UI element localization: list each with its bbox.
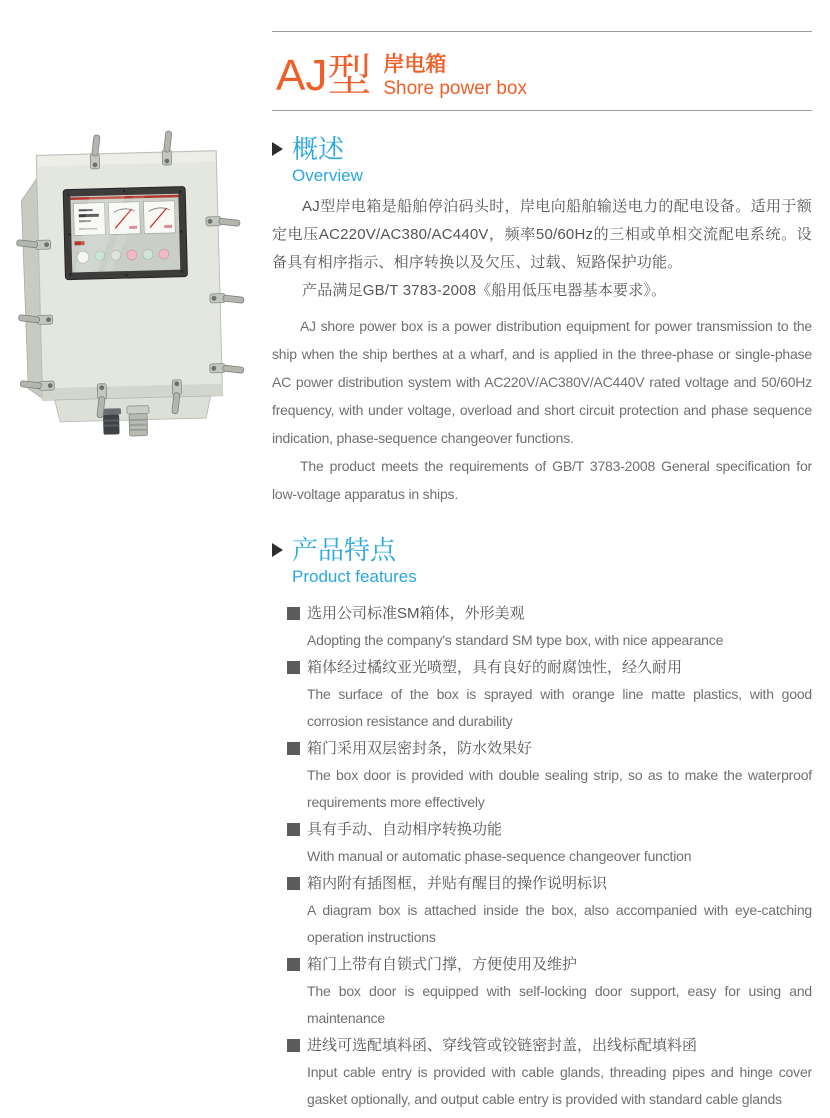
section-overview-header	[272, 133, 812, 187]
bullet-square-icon	[287, 1039, 300, 1052]
feature-cn-line	[272, 654, 812, 681]
feature-text-en: Adopting the company's standard SM type box, with nice appearance	[307, 632, 724, 648]
feature-item	[272, 735, 812, 816]
feature-item	[272, 600, 812, 654]
feature-text-cn: 进线可选配填料函、穿线管或铰链密封盖，出线标配填料函	[307, 1037, 698, 1054]
triangle-bullet-icon	[272, 543, 283, 557]
feature-text-en: With manual or automatic phase-sequence changeover function	[307, 848, 692, 864]
feature-list	[272, 600, 812, 1113]
feature-text-cn: 箱门上带有自锁式门撑，方便使用及维护	[307, 956, 578, 973]
content-column	[272, 133, 812, 1113]
meter-window	[63, 187, 187, 280]
feature-item	[272, 951, 812, 1032]
cable-gland-metal-icon	[127, 406, 150, 437]
feature-text-cn: 箱体经过橘纹亚光喷塑，具有良好的耐腐蚀性，经久耐用	[307, 659, 683, 676]
feature-cn-line	[272, 1032, 812, 1059]
feature-item	[272, 654, 812, 735]
feature-text-cn: 选用公司标准SM箱体，外形美观	[307, 605, 525, 622]
product-photo	[0, 128, 270, 468]
bullet-square-icon	[287, 958, 300, 971]
features-heading-cn: 产品特点	[292, 535, 397, 565]
overview-paragraph-en: The product meets the requirements of GB/T 3783-2008 General specification for low-voltage apparatus in ships.	[272, 458, 812, 502]
feature-text-en: The box door is equipped with self-locking door support, easy for using and maintenance	[307, 983, 812, 1026]
overview-heading-en: Overview	[292, 166, 363, 185]
feature-text-cn: 箱门采用双层密封条，防水效果好	[307, 740, 533, 757]
feature-item	[272, 816, 812, 870]
divider-line-top	[272, 31, 812, 32]
ammeter-icon	[143, 201, 175, 234]
feature-cn-line	[272, 600, 812, 627]
feature-item	[272, 1032, 812, 1113]
bullet-square-icon	[287, 661, 300, 674]
cabinet-body	[14, 129, 248, 439]
overview-paragraph-en: AJ shore power box is a power distribution equipment for power transmission to the ship when the ship berthes at a wharf, and is applied in the three-phase or single-phase AC power distribution system with AC220V/AC380V/AC440V rated voltage and 50/60Hz frequency, with under voltage, overload and short circuit protection and phase sequence indication, phase-sequence changeover functions.	[272, 318, 812, 446]
bullet-square-icon	[287, 607, 300, 620]
bullet-square-icon	[287, 877, 300, 890]
feature-cn-line	[272, 870, 812, 897]
feature-cn-line	[272, 951, 812, 978]
divider-line-under-title	[272, 110, 812, 111]
feature-text-en: A diagram box is attached inside the box, also accompanied with eye-catching operation instructions	[307, 902, 812, 945]
product-subtitle-cn: 岸电箱	[383, 53, 447, 76]
triangle-bullet-icon	[272, 142, 283, 156]
feature-text-cn: 具有手动、自动相序转换功能	[307, 821, 503, 838]
product-title	[276, 52, 527, 100]
overview-paragraph-cn: 产品满足GB/T 3783-2008《船用低压电器基本要求》。	[302, 282, 667, 299]
feature-text-en: The surface of the box is sprayed with orange line matte plastics, with good corrosion resistance and durability	[307, 686, 812, 729]
product-subtitle-en: Shore power box	[383, 78, 528, 99]
section-features-header	[272, 534, 812, 588]
features-heading-en: Product features	[292, 567, 417, 586]
bullet-square-icon	[287, 823, 300, 836]
feature-item	[272, 870, 812, 951]
feature-text-cn: 箱内附有插图框，并贴有醒目的操作说明标识	[307, 875, 608, 892]
feature-cn-line	[272, 735, 812, 762]
overview-heading-cn: 概述	[292, 134, 345, 164]
cable-gland-dark-icon	[101, 408, 122, 435]
product-model: AJ型	[276, 51, 372, 100]
overview-paragraph-cn: AJ型岸电箱是船舶停泊码头时，岸电向船舶输送电力的配电设备。适用于额定电压AC220V/AC380/AC440V，频率50/60Hz的三相或单相交流配电系统。设备具有相序指示、相序转换以及欠压、过载、短路保护功能。	[272, 198, 812, 271]
product-subtitle	[383, 52, 527, 100]
feature-text-en: Input cable entry is provided with cable glands, threading pipes and hinge cover gasket optionally, and output cable entry is provided with standard cable glands	[307, 1064, 812, 1107]
feature-cn-line	[272, 816, 812, 843]
bullet-square-icon	[287, 742, 300, 755]
feature-text-en: The box door is provided with double sealing strip, so as to make the waterproof requirements more effectively	[307, 767, 812, 810]
